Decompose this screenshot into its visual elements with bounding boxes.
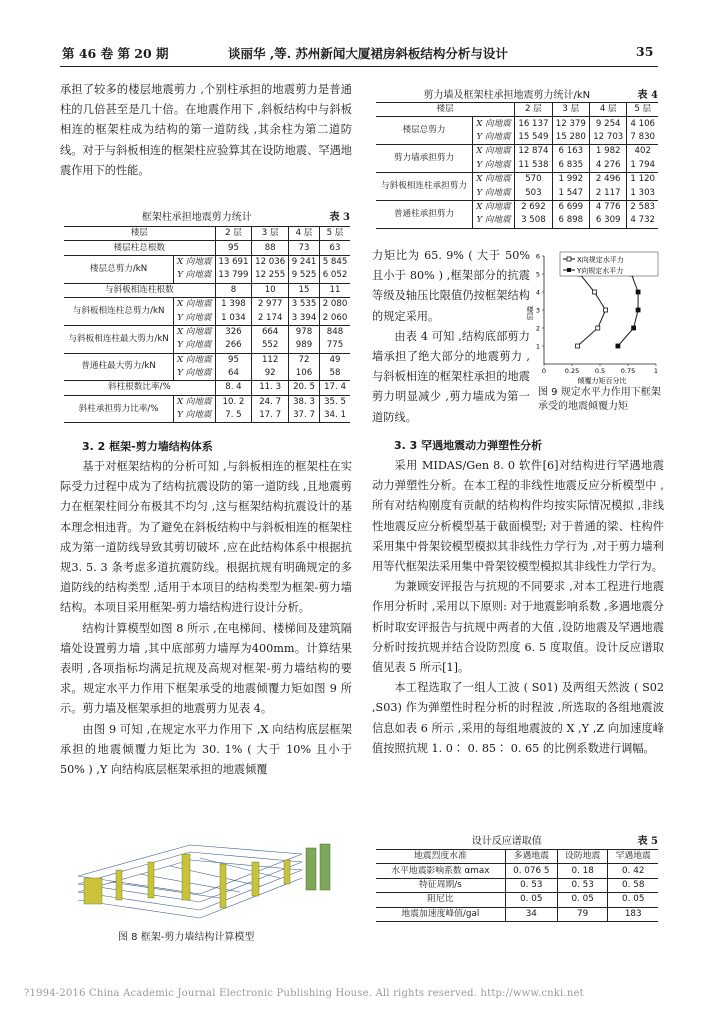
table-cell: 0. 58 [608,878,658,892]
table-header-row [376,850,658,864]
table-cell: 13 691 [215,255,252,269]
table-cell: 6 835 [552,159,589,173]
table-cell: 15 549 [515,131,552,145]
fig9-point [636,308,640,312]
table-cell: 17. 4 [320,381,351,395]
table-cell: Y 向地震 [174,269,215,283]
table-cell: 4 776 [590,200,627,214]
table3-caption [64,208,350,223]
section-32-para-1: 基于对框架结构的分析可知 ,与斜板相连的框架柱在实际受力过程中成为了结构抗震设防的第一道防线 ,且地震剪力在框架柱间分布极其不均匀 ,这与框架结构抗震设计的基本理念相违背。为了避免在斜板结构中与斜板相连的框架柱成为第一道防线导致其剪切破坏 ,应在此结构体系中根据抗规3. 5. 3 条考虑多道抗震防线。根据抗规有明确规定的多道防线的结构类型 ,适用于本项目的结构类型为框架-剪力墙结构。本项目采用框架-剪力墙结构进行设计分析。 [60,460,352,615]
fig9-legend-x: X向规定水平力 [577,256,624,264]
table-row [64,255,350,269]
table-cell: 17. 7 [252,409,289,423]
table-cell: 92 [252,367,289,381]
table-cell: 570 [515,172,552,186]
right-section-33 [372,436,664,759]
table-cell: 1 982 [590,145,627,159]
copyright-footer: ?1994-2016 China Academic Journal Electronic Publishing House. All rights reserved. http://www.cnki.net [24,988,584,999]
table-cell: 16 137 [515,117,552,131]
table-cell: 503 [515,186,552,200]
fig9-x-tick-label: 0.75 [620,367,636,375]
fig9-x-tick-label: 1 [653,367,659,375]
header-rule [60,66,658,67]
table-row [64,283,350,297]
table-cell: 2 174 [252,311,289,325]
section-32-para-2: 结构计算模型如图 8 所示 ,在电梯间、楼梯间及建筑隔墙处设置剪力墙 ,其中底部剪力墙厚为400mm。计算结果表明 ,各项指标均满足抗规及高规对框架-剪力墙结构的要求。规定水平力作用下框架承受的地震倾覆力矩如图 9 所示。剪力墙及框架承担的地震剪力见表 4。 [60,621,352,716]
fig9-y-tick-label: 6 [535,252,540,261]
table-cell: 斜柱承担剪力比率/% [64,395,174,423]
table-row [376,907,658,921]
table-cell: 0. 42 [608,864,658,878]
table-cell: X 向地震 [174,297,215,311]
table-row [64,241,350,255]
table-header-row [64,227,350,241]
table-cell: 1 992 [552,172,589,186]
table-cell: 斜柱根数比率/% [64,381,215,395]
table-row [64,395,350,409]
fig9-point [616,344,620,348]
table-cell: 35. 5 [324,396,346,407]
table-cell: 848 [326,326,344,337]
table-cell: 24. 7 [252,395,289,409]
table-cell: 4 层 [590,103,627,117]
table-cell: Y 向地震 [174,339,215,353]
table-cell: Y 向地震 [472,186,514,200]
table-cell: 552 [252,339,289,353]
table-cell: 2 977 [252,297,289,311]
table-cell: 3 394 [289,311,320,325]
table-cell: 664 [252,325,289,339]
table4-title: 剪力墙及框架柱承担地震剪力统计/kN [423,90,591,101]
table-cell: 326 [215,325,252,339]
table-cell: 12 379 [552,117,589,131]
fig9-point [596,326,600,330]
table-cell: 37. 7 [289,409,320,423]
fig9-y-tick-label: 2 [535,324,540,333]
table-cell: 与斜板相连柱总剪力/kN [64,297,174,325]
left-intro [60,80,352,181]
table-cell: 剪力墙承担剪力 [376,145,472,173]
fig9-legend-y-marker [567,268,571,272]
fig9-y-tick-label: 1 [535,342,540,351]
table5-number: 表 5 [637,836,658,847]
table-cell: 64 [215,367,252,381]
fig9-legend-x-marker [567,257,571,261]
fig9-legend-y: Y向规定水平力 [577,267,624,275]
left-section-32 [60,437,352,780]
table-cell: Y 向地震 [174,367,215,381]
table-cell: X 向地震 [472,200,514,214]
table-cell: 95 [215,353,252,367]
table-cell: 0. 076 5 [505,864,557,878]
table-cell: 3 层 [252,227,289,241]
table-cell: 1 303 [627,186,658,200]
fig9-svg [526,246,664,386]
table-row [376,878,658,892]
fig9-point [604,308,608,312]
table-cell: 266 [215,339,252,353]
section-33-para-3: 本工程选取了一组人工波 ( S01) 及两组天然波 ( S02 ,S03) 作为弹塑性时程分析的时程波 ,所选取的各组地震波信息如表 6 所示 ,采用的每组地震波的 X ,Y ,Z 向加速度峰值按照抗规 1. 0∶ 0. 85∶ 0. 65 的比例系数进行调幅。 [372,681,664,755]
table-cell: 11 538 [515,159,552,173]
table-row [64,325,350,339]
table-row [64,353,350,367]
table-row [376,117,658,131]
fig9-y-tick-label: 3 [535,306,540,315]
table-cell: 5 845 [322,256,348,267]
table-cell: 4 106 [630,118,656,129]
table-cell: 4 276 [590,159,627,173]
table-row [376,200,658,214]
table-cell: 0. 05 [608,893,658,907]
table-cell: 1 398 [215,297,252,311]
table-cell: 3 535 [289,297,320,311]
fig9-x-tick-label: 0.25 [564,367,580,375]
table-cell: 1 034 [215,311,252,325]
section-33-para-1: 采用 MIDAS/Gen 8. 0 软件[6]对结构进行罕遇地震动力弹塑性分析。在本工程的非线性地震反应分析模型中 ,所有对结构刚度有贡献的结构构件均按实际情况模拟 ,非线性地震反应分析模型基于截面模型; 对于普通的梁、柱构件采用集中骨架铰模型模拟其非线性力学行为 ,对于剪力墙利用等代框架法采用集中骨架铰模型模拟其非线性力学行为。 [372,459,664,574]
table-row [376,893,658,907]
figure8-caption: 图 8 框架-剪力墙结构计算模型 [118,932,255,943]
table-cell: X 向地震 [472,145,514,159]
fig9-point [592,290,596,294]
fig9-context-para-2: 由表 4 可知 ,结构底部剪力墙承担了绝大部分的地震剪力 ,与斜板相连的框架柱承担的地震剪力明显减少 ,剪力墙成为第一道防线。 [372,329,530,424]
fig9-point [576,344,580,348]
table-cell: 地震加速度峰值/gal [376,907,505,921]
table-cell: 阻尼比 [376,893,505,907]
table5-caption [376,832,658,847]
section-32-para-3: 由图 9 可知 ,在规定水平力作用下 ,X 向结构底层框架承担的地震倾覆力矩比为 30. 1% ( 大于 10% 且小于 50% ) ,Y 向结构底层框架承担的地震倾覆 [60,722,352,777]
table-cell: 楼层 [64,227,215,241]
table-cell: 水平地震影响系数 αmax [376,864,505,878]
table-cell: 楼层总剪力/kN [64,255,174,283]
table4-caption [376,86,658,101]
table-cell: 与斜板相连柱最大剪力/kN [64,325,174,353]
table-cell: 12 036 [252,255,289,269]
table3-number: 表 3 [329,212,350,223]
page-number: 35 [636,44,654,59]
fig9-x-tick-label: 0 [541,367,547,375]
table4-number: 表 4 [637,90,658,101]
table-cell: 11 [320,283,351,297]
figure9-caption: 图 9 规定水平力作用下框架承受的地震倾覆力矩 [538,387,661,412]
table-cell: 楼层柱总根数 [64,241,215,255]
table-cell: 普通柱承担剪力 [376,200,472,228]
table-cell: 4 732 [627,214,658,228]
table-cell: 2 583 [630,201,656,212]
table-cell: 2 692 [515,200,552,214]
table-header-row [376,103,658,117]
table-row [64,381,350,395]
table-cell: 6 699 [552,200,589,214]
fig9-point [636,290,640,294]
table-cell: 8. 4 [215,381,252,395]
table-cell: 3 508 [515,214,552,228]
table-cell: 普通柱最大剪力/kN [64,353,174,381]
journal-volume: 第 46 卷 第 20 期 [62,46,169,61]
fig9-xlabel: 倾覆力矩百分比 [577,377,627,385]
table-cell: 7. 5 [215,409,252,423]
section-32-title: 3. 2 框架-剪力墙结构体系 [82,440,213,453]
table-cell: 12 874 [515,145,552,159]
table5 [376,849,658,922]
table-cell: Y 向地震 [472,159,514,173]
table-cell: 34 [505,907,557,921]
table-cell: 12 703 [590,131,627,145]
table-cell: 3 层 [552,103,589,117]
table4 [376,102,658,229]
table-cell: 0. 53 [505,878,557,892]
table-cell: 63 [320,241,351,255]
table-cell: 0. 05 [557,893,608,907]
fig9-y-tick-label: 5 [535,270,540,279]
section-33-title: 3. 3 罕遇地震动力弹塑性分析 [394,439,543,452]
table-cell: 12 255 [252,269,289,283]
table-cell: 9 241 [289,255,320,269]
table-cell: 402 [634,146,651,157]
table-cell: 多遇地震 [505,850,557,864]
table-cell: 0. 53 [557,878,608,892]
table-cell: X 向地震 [174,255,215,269]
fig9-ylabel: 楼层 [526,306,534,320]
table-cell: 6 163 [552,145,589,159]
frame-shear-wall-model-image [70,840,338,924]
table-cell: 58 [320,367,351,381]
table-cell: 5 层 [627,103,658,117]
fig9-point [632,326,636,330]
table-cell: 地震烈度水准 [376,850,505,864]
table-cell: 特征周期/s [376,878,505,892]
table-cell: 1 120 [630,174,656,185]
table-cell: 95 [215,241,252,255]
table-cell: 2 117 [590,186,627,200]
table-cell: 9 525 [289,269,320,283]
table-cell: 73 [289,241,320,255]
table-cell: 106 [289,367,320,381]
table5-title: 设计反应谱取值 [471,836,542,847]
table3 [64,226,350,423]
table-cell: 0. 18 [557,864,608,878]
intro-paragraph: 承担了较多的楼层地震剪力 ,个别柱承担的地震剪力是普通柱的几倍甚至是几十倍。在地震作用下 ,斜板结构中与斜板相连的框架柱成为结构的第一道防线 ,其余柱为第二道防线。对于与斜板相连的框架柱应验算其在设防地震、罕遇地震作用下的性能。 [60,83,352,177]
right-text-beside-fig9 [372,246,530,428]
table-row [376,864,658,878]
table-cell: 79 [557,907,608,921]
table-cell: 0. 05 [505,893,557,907]
table-cell: 34. 1 [320,409,351,423]
table-cell: 2 496 [590,172,627,186]
table-cell: 设防地震 [557,850,608,864]
table-cell: 6 898 [552,214,589,228]
table-cell: 6 309 [590,214,627,228]
table-cell: 978 [289,325,320,339]
table-cell: 罕遇地震 [608,850,658,864]
table-cell: Y 向地震 [472,214,514,228]
table-cell: 38. 3 [289,395,320,409]
table-cell: 2 060 [320,311,351,325]
table-cell: 989 [289,339,320,353]
table-row [64,297,350,311]
table-row [376,145,658,159]
table-cell: 10 [252,283,289,297]
table-cell: 2 层 [215,227,252,241]
table-cell: Y 向地震 [174,311,215,325]
table-cell: 8 [215,283,252,297]
section-33-para-2: 为兼顾安评报告与抗规的不同要求 ,对本工程进行地震作用分析时 ,采用以下原则: 对于地震影响系数 ,多遇地震分析时取安评报告与抗规中两者的大值 ,设防地震及罕遇地震分析时按抗规并结合设防烈度 6. 5 度取值。设计反应谱取值见表 5 所示[1]。 [372,580,664,675]
table-cell: 楼层总剪力 [376,117,472,145]
table-cell: 112 [252,353,289,367]
table-cell: 4 层 [289,227,320,241]
table-cell: 15 [289,283,320,297]
figure8-model [70,840,338,924]
table-cell: 1 547 [552,186,589,200]
table-cell: 10. 2 [215,395,252,409]
table-cell: 2 层 [515,103,552,117]
table3-title: 框架柱承担地震剪力统计 [141,212,252,223]
table-cell: X 向地震 [472,172,514,186]
table-cell: 2 080 [322,299,348,310]
table-row [376,172,658,186]
table-cell: 88 [252,241,289,255]
fig9-y-tick-label: 4 [535,288,540,297]
table-cell: X 向地震 [174,353,215,367]
running-title: 谈丽华 ,等. 苏州新闻大厦裙房斜板结构分析与设计 [228,46,508,61]
table-cell: 11. 3 [252,381,289,395]
table-cell: 49 [329,354,341,365]
table-cell: Y 向地震 [174,409,215,423]
table-cell: 7 830 [627,131,658,145]
table-cell: 与斜板相连柱承担剪力 [376,172,472,200]
table-cell: 5 层 [320,227,351,241]
table-cell: 72 [289,353,320,367]
table-cell: 15 280 [552,131,589,145]
table-cell: 183 [608,907,658,921]
table-cell: 与斜板相连柱根数 [64,283,215,297]
table-cell: 775 [320,339,351,353]
table-cell: 楼层 [376,103,515,117]
figure9-caption-wrap [538,386,664,414]
figure9-chart [526,246,664,386]
table-cell: Y 向地震 [472,131,514,145]
table-cell: 13 799 [215,269,252,283]
table-cell: X 向地震 [174,325,215,339]
table-cell: X 向地震 [174,395,215,409]
fig9-context-para-1: 力矩比为 65. 9% ( 大于 50% 且小于 80% ) ,框架部分的抗震等级及轴压比限值仍按框架结构的规定采用。 [372,249,530,323]
fig9-x-tick-label: 0.5 [594,367,606,375]
table-cell: 9 254 [590,117,627,131]
table-cell: 6 052 [320,269,351,283]
table-cell: 1 794 [627,159,658,173]
table-cell: 20. 5 [289,381,320,395]
table-cell: X 向地震 [472,117,514,131]
